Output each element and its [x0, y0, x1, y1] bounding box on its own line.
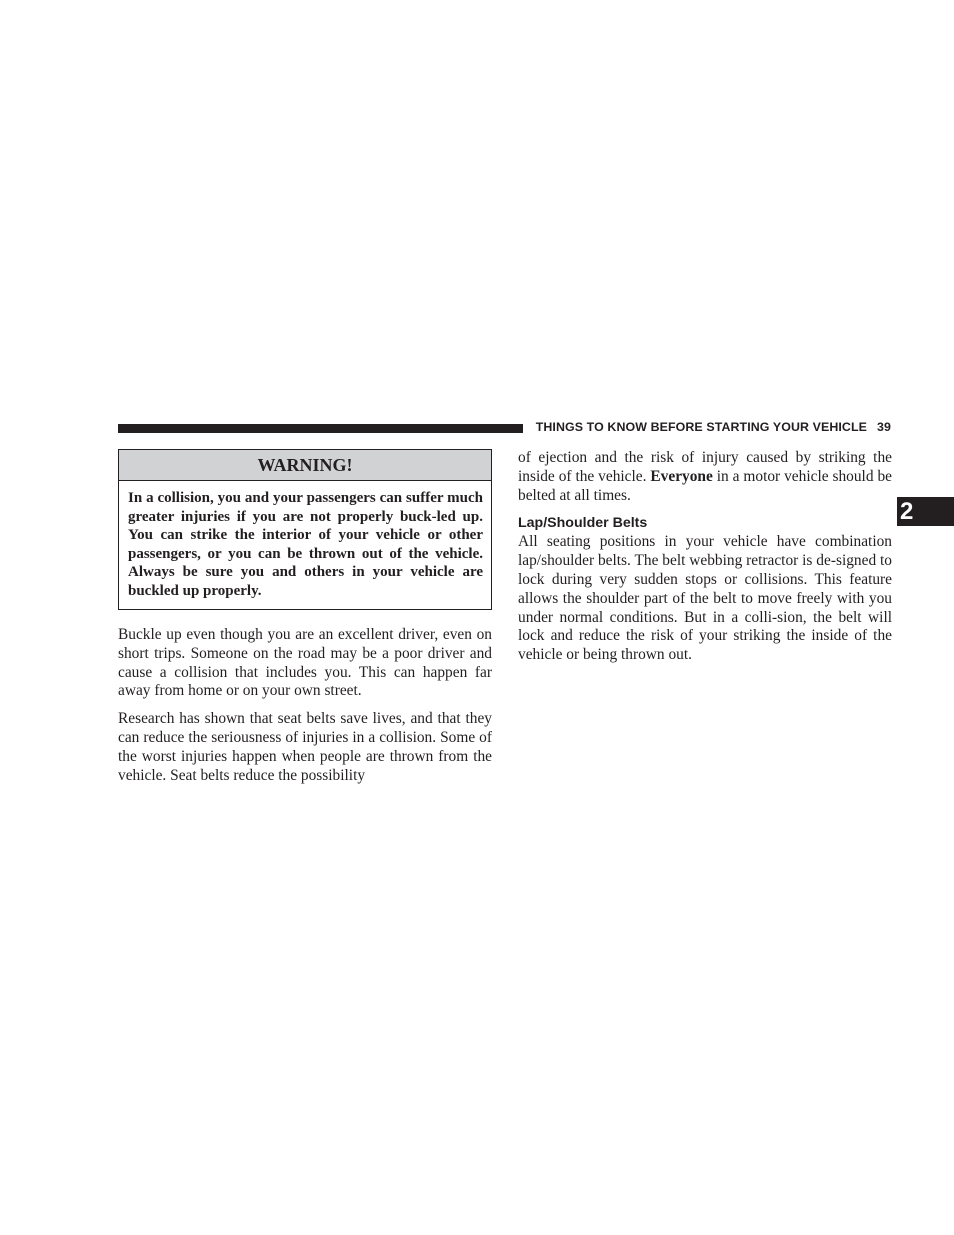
warning-title: WARNING! [119, 450, 491, 481]
running-header [533, 420, 891, 434]
header-rule [118, 424, 523, 433]
body-paragraph-continuation [518, 449, 892, 505]
body-paragraph-lap-shoulder: All seating positions in your vehicle have combination lap/shoulder belts. The belt webbing retractor is de-signed to lock during very sudden stops or collisions. This feature allows the shoulder part of the belt to move freely with you under normal conditions. But in a colli-sion, the belt will lock and reduce the risk of your striking the inside of the vehicle or being thrown out. [518, 533, 892, 664]
left-column [118, 626, 492, 785]
page-number: 39 [877, 420, 891, 434]
right-column [518, 449, 892, 665]
warning-text: In a collision, you and your passengers can suffer much greater injuries if you are not properly buck-led up. You can strike the interior of your vehicle or other passengers, or you can be thrown out of the vehicle. Always be sure you and others in your vehicle are buckled up properly. [128, 490, 483, 599]
chapter-tab: 2 [897, 497, 954, 526]
emphasis-everyone: Everyone [650, 467, 713, 485]
body-paragraph-buckle-up: Buckle up even though you are an excellent driver, even on short trips. Someone on the road may be a poor driver and cause a collision that includes you. This can happen far away from home or on your own street. [118, 626, 492, 700]
section-heading-lap-shoulder-belts: Lap/Shoulder Belts [518, 515, 648, 532]
continuation-text-start: of ejection and the risk of injury caused by striking the inside of the vehicle. [518, 449, 892, 485]
warning-box [118, 449, 492, 610]
continuation-text-end: in a motor vehicle should be belted at all times. [518, 467, 892, 504]
body-paragraph-research: Research has shown that seat belts save lives, and that they can reduce the seriousness of injuries in a collision. Some of the worst injuries happen when people are thrown from the vehicle. Seat belts reduce the possibility [118, 710, 492, 784]
section-title: THINGS TO KNOW BEFORE STARTING YOUR VEHICLE [535, 420, 868, 434]
